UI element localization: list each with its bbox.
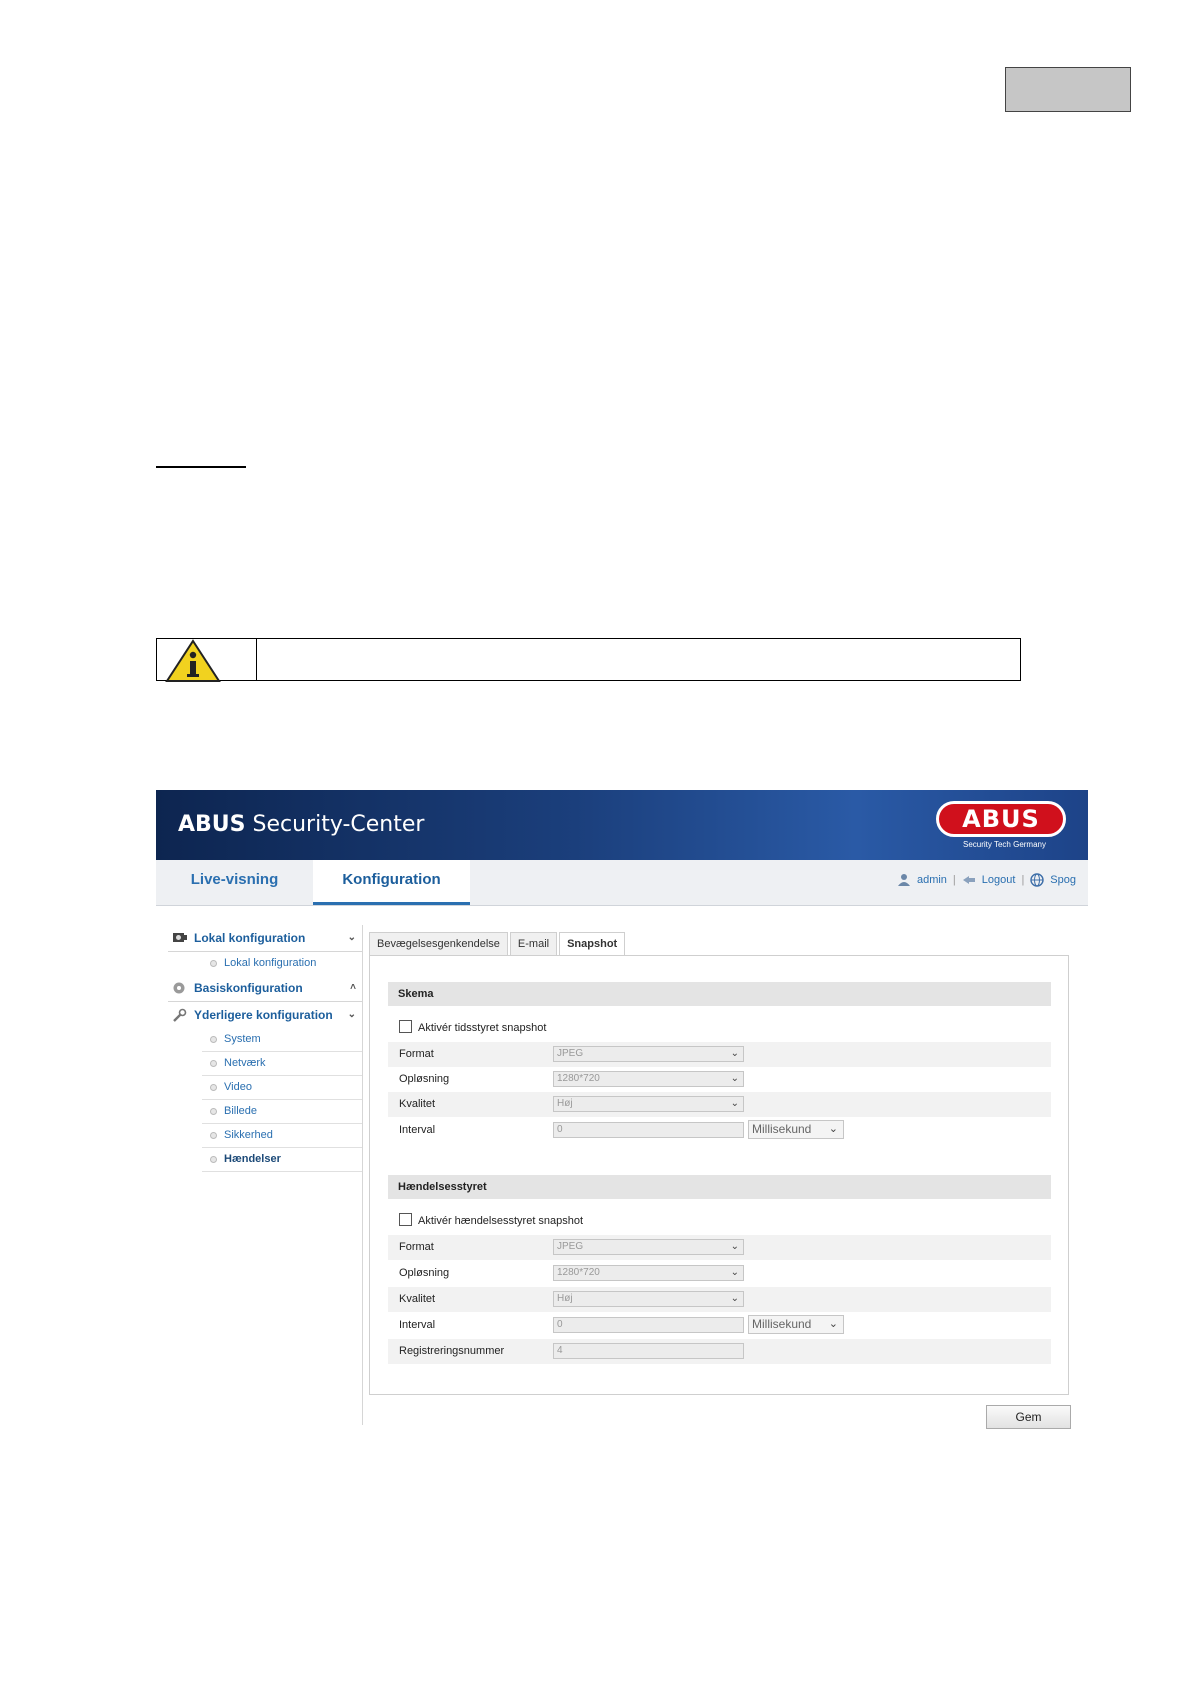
sidebar-item-security[interactable]: Sikkerhed xyxy=(202,1124,362,1148)
chevron-down-icon: ⌄ xyxy=(730,1293,739,1304)
schedule-resolution-row: Opløsning 1280*720 ⌄ xyxy=(388,1067,1051,1092)
chevron-down-icon: ⌄ xyxy=(828,1123,838,1135)
heading-underline xyxy=(156,466,246,468)
header-banner xyxy=(156,790,1088,860)
chevron-down-icon: ⌄ xyxy=(730,1098,739,1109)
user-icon xyxy=(897,873,911,887)
tab-motion-detection[interactable]: Bevægelsesgenkendelse xyxy=(369,932,508,956)
sidebar-section-advanced[interactable]: Yderligere konfiguration ⌄ xyxy=(168,1002,362,1028)
warning-info-icon xyxy=(165,639,221,683)
bullet-icon xyxy=(210,1156,217,1163)
info-note-box xyxy=(156,638,1021,681)
event-section-title: Hændelsesstyret xyxy=(388,1175,1051,1199)
chevron-up-icon: ˄ xyxy=(350,982,356,993)
chevron-down-icon: ⌄ xyxy=(730,1241,739,1252)
sidebar-divider xyxy=(362,925,363,1425)
schedule-section-title: Skema xyxy=(388,982,1051,1006)
tab-configuration[interactable]: Konfiguration xyxy=(313,860,470,905)
sidebar-item-local-config[interactable]: Lokal konfiguration xyxy=(202,952,362,975)
chevron-down-icon: ⌄ xyxy=(347,1009,356,1020)
event-count-input[interactable]: 4 xyxy=(553,1343,744,1359)
page-label-box xyxy=(1005,67,1131,112)
chevron-down-icon: ⌄ xyxy=(730,1267,739,1278)
event-interval-row: Interval 0 Millisekund ⌄ xyxy=(388,1313,1051,1338)
event-format-select[interactable]: JPEG ⌄ xyxy=(553,1239,744,1255)
event-format-row: Format JPEG ⌄ xyxy=(388,1235,1051,1260)
top-navigation xyxy=(156,860,1088,906)
abus-logo: ABUS xyxy=(936,801,1066,837)
sidebar-section-local[interactable]: Lokal konfiguration ⌄ xyxy=(168,925,362,952)
schedule-interval-input[interactable]: 0 xyxy=(553,1122,744,1138)
bullet-icon xyxy=(210,1132,217,1139)
tab-email[interactable]: E-mail xyxy=(510,932,557,956)
tab-snapshot[interactable]: Snapshot xyxy=(559,932,625,957)
separator: | xyxy=(952,874,956,886)
event-interval-input[interactable]: 0 xyxy=(553,1317,744,1333)
schedule-interval-row: Interval 0 Millisekund ⌄ xyxy=(388,1118,1051,1143)
sidebar-item-network[interactable]: Netværk xyxy=(202,1052,362,1076)
schedule-resolution-select[interactable]: 1280*720 ⌄ xyxy=(553,1071,744,1087)
checkbox-box[interactable] xyxy=(399,1020,412,1033)
sidebar-item-video[interactable]: Video xyxy=(202,1076,362,1100)
save-button[interactable]: Gem xyxy=(986,1405,1071,1429)
info-icon-cell xyxy=(157,639,257,680)
gear-icon xyxy=(172,981,186,995)
sidebar-section-basic[interactable]: Basiskonfiguration ˄ xyxy=(168,975,362,1002)
wrench-icon xyxy=(172,1008,187,1023)
separator: | xyxy=(1021,874,1025,886)
event-interval-unit-select[interactable]: Millisekund ⌄ xyxy=(748,1315,844,1334)
bullet-icon xyxy=(210,1108,217,1115)
chevron-down-icon: ⌄ xyxy=(347,932,356,943)
event-count-row: Registreringsnummer 4 xyxy=(388,1339,1051,1364)
bullet-icon xyxy=(210,1036,217,1043)
logout-icon xyxy=(962,873,976,887)
tab-live-view[interactable]: Live-visning xyxy=(190,871,279,888)
schedule-enable-checkbox[interactable]: Aktivér tidsstyret snapshot xyxy=(399,1020,546,1036)
chevron-down-icon: ⌄ xyxy=(828,1318,838,1330)
event-resolution-select[interactable]: 1280*720 ⌄ xyxy=(553,1265,744,1281)
logo-tagline: Security Tech Germany xyxy=(963,840,1046,849)
bullet-icon xyxy=(210,1060,217,1067)
schedule-format-row: Format JPEG ⌄ xyxy=(388,1042,1051,1067)
sidebar-item-system[interactable]: System xyxy=(202,1028,362,1052)
snapshot-panel xyxy=(369,955,1069,1395)
sidebar-item-events[interactable]: Hændelser xyxy=(202,1148,362,1172)
checkbox-box[interactable] xyxy=(399,1213,412,1226)
event-quality-row: Kvalitet Høj ⌄ xyxy=(388,1287,1051,1312)
camera-icon xyxy=(172,931,187,944)
language-link[interactable]: Spog xyxy=(1050,874,1076,886)
sub-tabs xyxy=(369,932,627,956)
event-resolution-row: Opløsning 1280*720 ⌄ xyxy=(388,1261,1051,1286)
chevron-down-icon: ⌄ xyxy=(730,1048,739,1059)
event-quality-select[interactable]: Høj ⌄ xyxy=(553,1291,744,1307)
bullet-icon xyxy=(210,960,217,967)
sidebar xyxy=(168,925,362,1172)
user-menu xyxy=(897,873,1076,887)
chevron-down-icon: ⌄ xyxy=(730,1073,739,1084)
schedule-format-select[interactable]: JPEG ⌄ xyxy=(553,1046,744,1062)
user-name[interactable]: admin xyxy=(916,874,947,886)
globe-icon xyxy=(1030,873,1044,887)
app-title: ABUS Security-Center xyxy=(178,812,425,837)
abus-screenshot xyxy=(156,790,1088,1435)
schedule-quality-row: Kvalitet Høj ⌄ xyxy=(388,1092,1051,1117)
schedule-interval-unit-select[interactable]: Millisekund ⌄ xyxy=(748,1120,844,1139)
event-enable-checkbox[interactable]: Aktivér hændelsesstyret snapshot xyxy=(399,1213,583,1229)
logout-link[interactable]: Logout xyxy=(981,874,1016,886)
sidebar-item-image[interactable]: Billede xyxy=(202,1100,362,1124)
schedule-quality-select[interactable]: Høj ⌄ xyxy=(553,1096,744,1112)
bullet-icon xyxy=(210,1084,217,1091)
